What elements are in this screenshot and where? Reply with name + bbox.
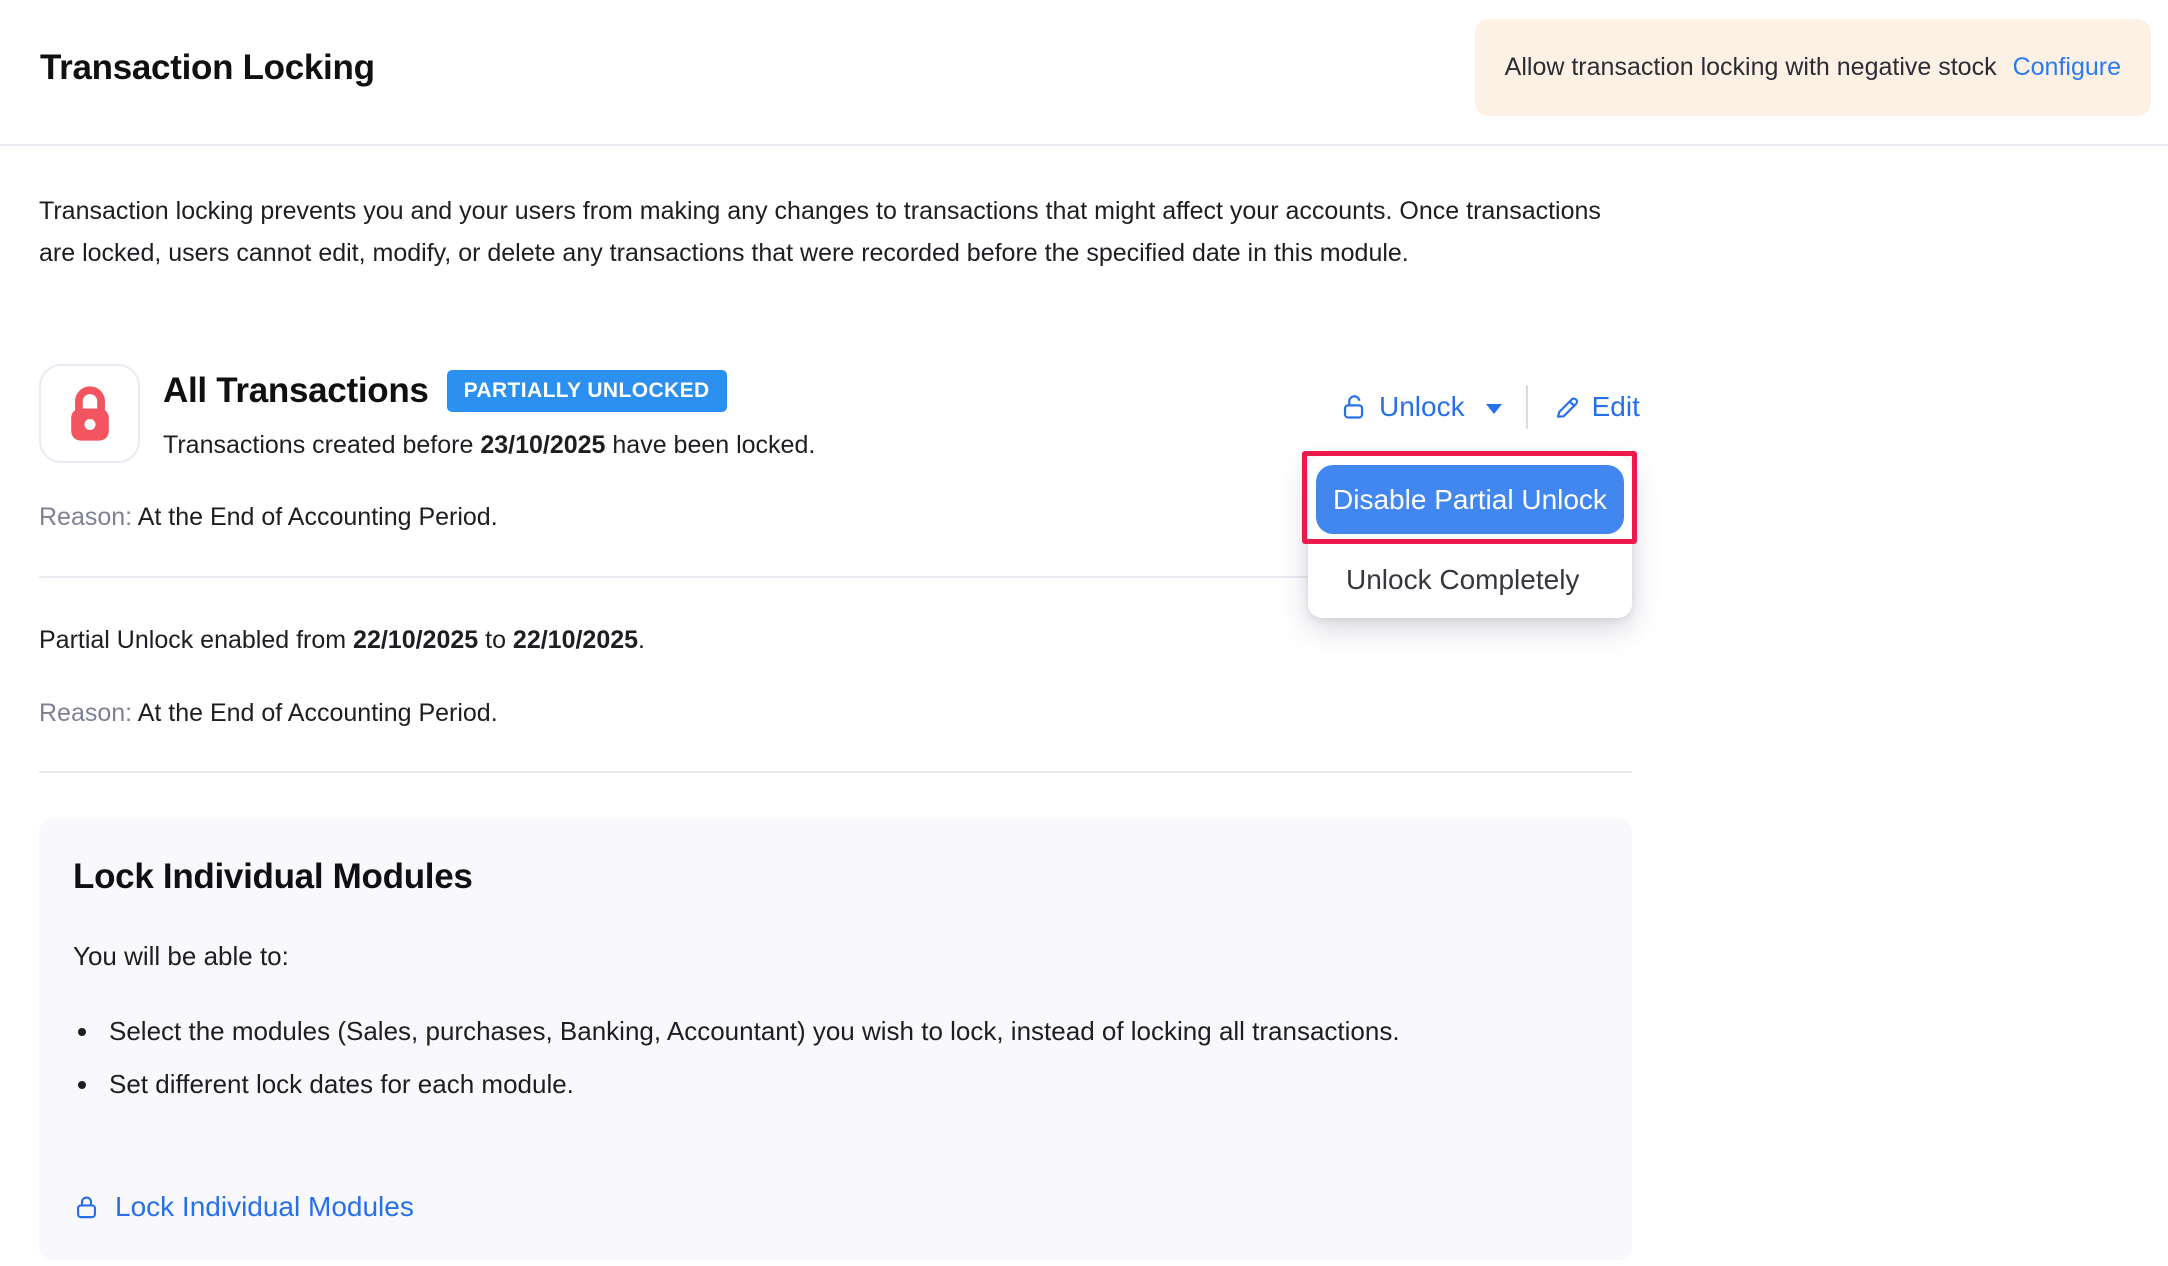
all-transactions-header <box>163 370 727 412</box>
reason-line-2 <box>39 699 498 728</box>
lock-individual-modules-card <box>39 819 1632 1260</box>
status-badge: PARTIALLY UNLOCKED <box>447 370 727 412</box>
lock-individual-modules-link[interactable] <box>73 1191 414 1223</box>
configure-link[interactable]: Configure <box>2012 53 2121 81</box>
reason-label: Reason: <box>39 503 133 531</box>
lock-outline-icon <box>73 1192 100 1222</box>
list-item: • Select the modules (Sales, purchases, Banking, Accountant) you wish to lock, instead of locking all transactions. <box>101 1008 1541 1054</box>
pu-to-date: 22/10/2025 <box>512 626 639 654</box>
description-text: Transaction locking prevents you and your users from making any changes to transactions that might affect your accounts. Once transactions are locked, users cannot edit, modify, or delete any transactions that were recorded before the specified date in this module. <box>39 197 1601 267</box>
reason-text: At the End of Accounting Period. <box>132 503 498 531</box>
menu-item-disable-partial-unlock[interactable]: Disable Partial Unlock <box>1316 465 1624 534</box>
unlock-button[interactable] <box>1340 391 1502 423</box>
negative-stock-banner <box>1475 19 2151 116</box>
locked-date: 23/10/2025 <box>480 431 606 459</box>
pu-prefix: Partial Unlock enabled from <box>39 626 354 654</box>
list-item: • Set different lock dates for each module. <box>101 1061 1541 1107</box>
lock-individual-modules-label: Lock Individual Modules <box>115 1191 414 1222</box>
partial-unlock-line <box>39 626 645 655</box>
unlock-label: Unlock <box>1379 391 1465 422</box>
modules-card-title: Lock Individual Modules <box>73 857 473 896</box>
edit-button[interactable] <box>1552 391 1640 423</box>
section-actions <box>1340 385 1640 429</box>
locked-suffix: have been locked. <box>605 431 816 459</box>
pencil-icon <box>1552 393 1581 422</box>
reason-line-1 <box>39 503 498 532</box>
unlock-dropdown-menu <box>1308 456 1632 618</box>
page-header <box>0 0 2168 146</box>
edit-label: Edit <box>1591 391 1640 422</box>
pu-from-date: 22/10/2025 <box>353 626 479 654</box>
locked-prefix: Transactions created before <box>163 431 481 459</box>
unlock-icon <box>1340 392 1368 422</box>
locked-before-line <box>163 431 815 460</box>
lock-icon-card <box>39 364 140 463</box>
section-divider-2 <box>39 771 1632 773</box>
all-transactions-title: All Transactions <box>163 371 429 410</box>
modules-card-intro: You will be able to: <box>73 941 289 971</box>
chevron-down-icon <box>1486 404 1502 414</box>
lock-icon <box>63 383 117 445</box>
modules-benefits-list <box>101 1008 1541 1114</box>
menu-item-unlock-completely[interactable]: Unlock Completely <box>1346 564 1580 595</box>
reason-text-2: At the End of Accounting Period. <box>132 699 498 727</box>
page-title: Transaction Locking <box>40 48 375 87</box>
pu-suffix: . <box>638 626 645 654</box>
reason-label-2: Reason: <box>39 699 133 727</box>
pu-middle: to <box>478 626 513 654</box>
banner-message: Allow transaction locking with negative stock <box>1504 53 1997 81</box>
actions-divider <box>1526 385 1528 429</box>
